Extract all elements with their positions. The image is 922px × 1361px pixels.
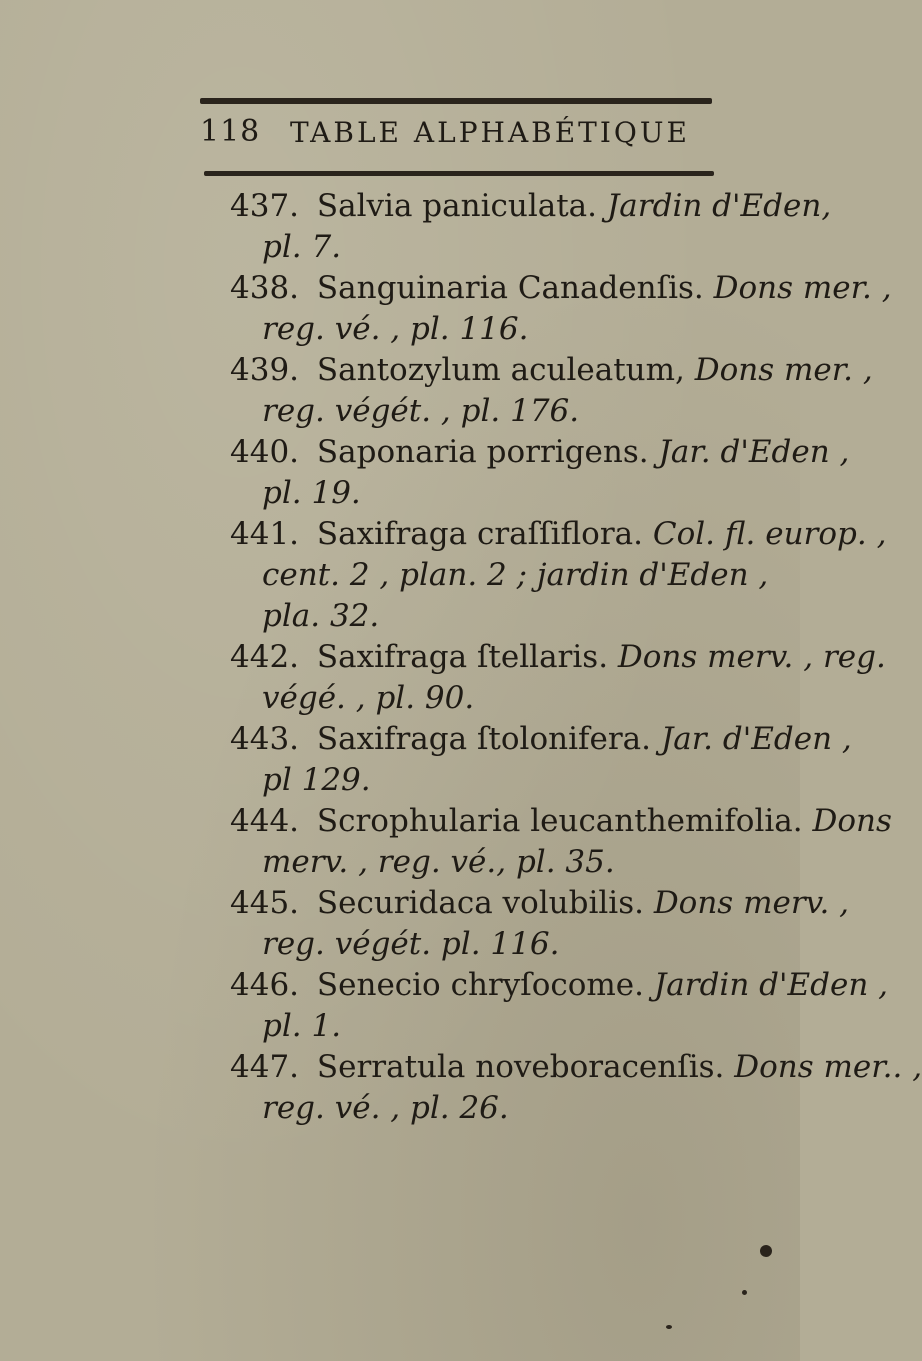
entry-number: 440. <box>230 434 300 470</box>
entry-number: 444. <box>230 803 300 839</box>
entry-name: Saxifraga ſtolonifera. <box>316 721 651 757</box>
entry-source: Jardin d'Eden, <box>606 188 832 224</box>
entry-source: Dons <box>812 803 892 839</box>
entry-reference: pl. 1. <box>262 1008 342 1044</box>
entry-source: Jardin d'Eden , <box>653 967 889 1003</box>
index-entries <box>230 186 922 1129</box>
entry-source: Col. fl. europ. , <box>652 516 887 552</box>
ink-spot <box>666 1325 672 1329</box>
entry-name: Saponaria porrigens. <box>316 434 649 470</box>
index-entry <box>230 514 887 637</box>
entry-name: Serratula noveboracenſis. <box>316 1049 725 1085</box>
entry-number: 446. <box>230 967 300 1003</box>
index-entry <box>230 186 832 268</box>
entry-source: Dons merv. , reg. <box>617 639 886 675</box>
ink-spot <box>742 1290 747 1295</box>
entry-name: Scrophularia leucanthemifolia. <box>316 803 803 839</box>
header-rule-top <box>200 98 712 104</box>
entry-reference: reg. vé. , pl. 26. <box>262 1090 509 1126</box>
index-entry <box>230 719 852 801</box>
entry-source: Dons mer. , <box>713 270 892 306</box>
entry-name: Sanguinaria Canadenſis. <box>316 270 704 306</box>
index-entry <box>230 883 850 965</box>
entry-source: Dons mer. , <box>694 352 873 388</box>
entry-reference: reg. vé. , pl. 116. <box>262 311 529 347</box>
index-entry <box>230 268 892 350</box>
entry-reference: reg. végét. , pl. 176. <box>262 393 580 429</box>
index-entry <box>230 350 873 432</box>
index-entry <box>230 801 892 883</box>
entry-number: 443. <box>230 721 300 757</box>
page-number: 118 <box>200 114 261 149</box>
entry-number: 445. <box>230 885 300 921</box>
entry-source: Dons mer.. , <box>734 1049 922 1085</box>
entry-source: Dons merv. , <box>653 885 850 921</box>
entry-number: 441. <box>230 516 300 552</box>
entry-name: Saxifraga craſſiflora. <box>316 516 643 552</box>
entry-reference: pl. 7. <box>262 229 342 265</box>
entry-number: 437. <box>230 188 300 224</box>
entry-reference: cent. 2 , plan. 2 ; jardin d'Eden , <box>262 557 769 593</box>
index-entry <box>230 637 886 719</box>
ink-spot <box>760 1245 772 1257</box>
header-rule-bottom <box>204 171 714 176</box>
entry-name: Saxifraga ſtellaris. <box>316 639 609 675</box>
entry-reference: pl 129. <box>262 762 371 798</box>
index-entry <box>230 965 889 1047</box>
entry-reference-continued: pla. 32. <box>262 598 380 634</box>
entry-reference: reg. végét. pl. 116. <box>262 926 560 962</box>
entry-reference: merv. , reg. vé., pl. 35. <box>262 844 615 880</box>
entry-number: 438. <box>230 270 300 306</box>
index-entry <box>230 1047 922 1129</box>
entry-source: Jar. d'Eden , <box>660 721 852 757</box>
index-entry <box>230 432 850 514</box>
entry-number: 439. <box>230 352 300 388</box>
entry-name: Santozylum aculeatum, <box>316 352 685 388</box>
page-header <box>200 114 720 158</box>
entry-number: 447. <box>230 1049 300 1085</box>
entry-name: Salvia paniculata. <box>316 188 598 224</box>
running-title: TABLE ALPHABÉTIQUE <box>290 116 690 149</box>
entry-source: Jar. d'Eden , <box>658 434 850 470</box>
entry-name: Securidaca volubilis. <box>316 885 644 921</box>
entry-number: 442. <box>230 639 300 675</box>
entry-reference: végé. , pl. 90. <box>262 680 475 716</box>
entry-name: Senecio chryſocome. <box>316 967 644 1003</box>
entry-reference: pl. 19. <box>262 475 361 511</box>
